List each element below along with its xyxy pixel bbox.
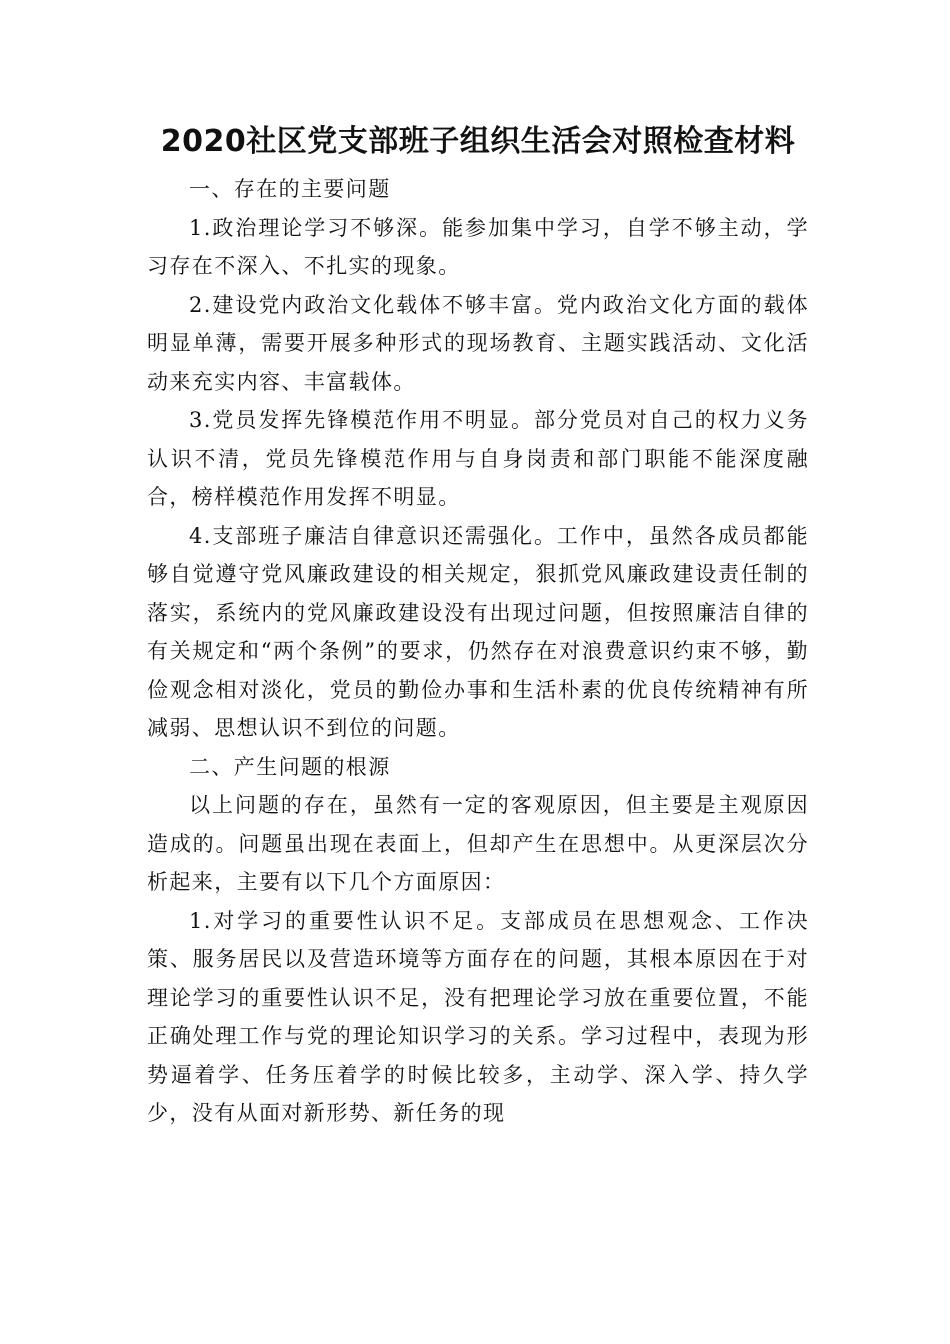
section-heading-problems: 一、存在的主要问题 <box>189 177 391 201</box>
document-page <box>147 118 809 1133</box>
paragraph-root-causes-intro: 以上问题的存在，虽然有一定的客观原因，但主要是主观原因造成的。问题虽出现在表面上，但却产生在思想中。从更深层次分析起来，主要有以下几个方面原因： <box>147 793 809 894</box>
paragraph-root-cause-1: 1.对学习的重要性认识不足。支部成员在思想观念、工作决策、服务居民以及营造环境等方面存在的问题，其根本原因在于对理论学习的重要性认识不足，没有把理论学习放在重要位置，不能正确处理工作与党的理论知识学习的关系。学习过程中，表现为形势逼着学、任务压着学的时候比较多，主动学、深入学、持久学少，没有从面对新形势、新任务的现 <box>147 908 809 1125</box>
section-heading-root-causes: 二、产生问题的根源 <box>189 754 391 779</box>
paragraph-problem-3: 3.党员发挥先锋模范作用不明显。部分党员对自己的权力义务认识不清，党员先锋模范作用与自身岗责和部门职能不能深度融合，榜样模范作用发挥不明显。 <box>147 408 809 509</box>
paragraph-problem-4: 4.支部班子廉洁自律意识还需强化。工作中，虽然各成员都能够自觉遵守党风廉政建设的相关规定，狠抓党风廉政建设责任制的落实，系统内的党风廉政建设没有出现过问题，但按照廉洁自律的有关规定和“两个条例”的要求，仍然存在对浪费意识约束不够，勤俭观念相对淡化，党员的勤俭办事和生活朴素的优良传统精神有所减弱、思想认识不到位的问题。 <box>147 523 809 740</box>
paragraph-problem-1: 1.政治理论学习不够深。能参加集中学习，自学不够主动，学习存在不深入、不扎实的现象。 <box>147 215 809 278</box>
document-title: 2020社区党支部班子组织生活会对照检查材料 <box>160 124 796 159</box>
paragraph-problem-2: 2.建设党内政治文化载体不够丰富。党内政治文化方面的载体明显单薄，需要开展多种形式的现场教育、主题实践活动、文化活动来充实内容、丰富载体。 <box>147 292 809 394</box>
